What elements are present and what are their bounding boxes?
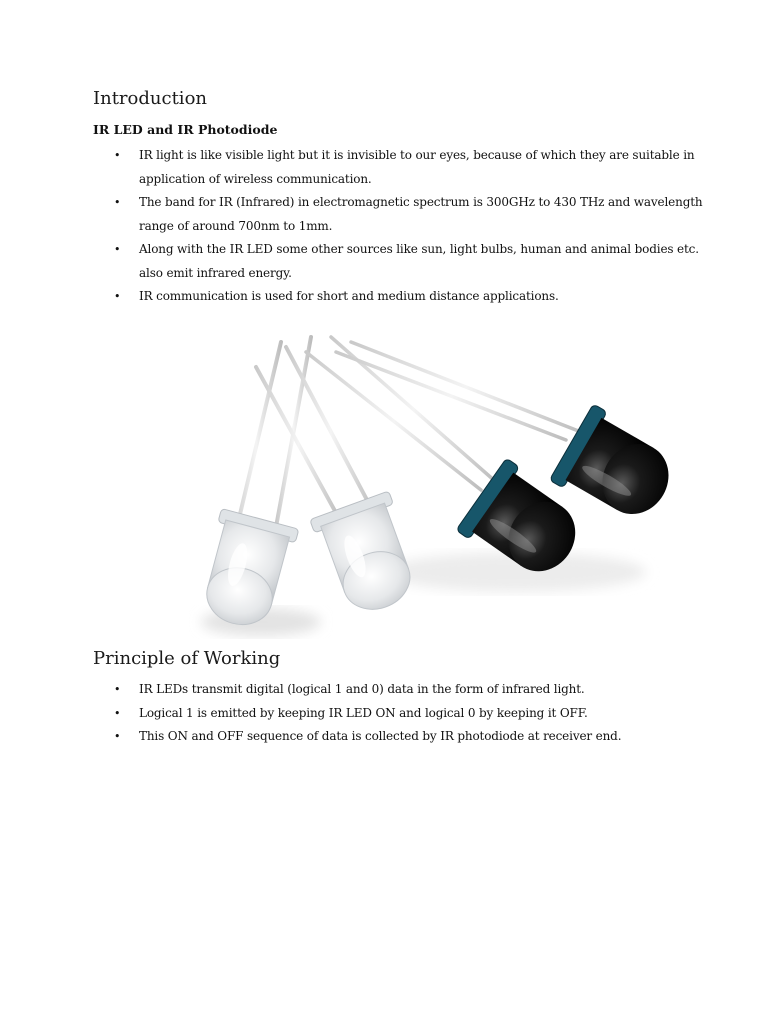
intro-subheading: IR LED and IR Photodiode <box>93 122 278 137</box>
bullet-text: IR communication is used for short and medium distance applications. <box>139 289 559 303</box>
list-item <box>0 725 710 749</box>
intro-heading: Introduction <box>93 88 207 109</box>
bullet-icon: • <box>114 243 121 256</box>
bullet-icon: • <box>114 730 121 743</box>
list-item <box>0 702 710 726</box>
bullet-text: IR LEDs transmit digital (logical 1 and 0) data in the form of infrared light. <box>139 682 585 696</box>
bullet-icon: • <box>114 196 121 209</box>
list-item <box>0 285 710 309</box>
principle-bullet-list <box>0 678 710 749</box>
principle-heading: Principle of Working <box>93 648 281 669</box>
ir-led-photodiode-photo <box>136 322 674 647</box>
bullet-text: Logical 1 is emitted by keeping IR LED ON and logical 0 by keeping it OFF. <box>139 705 588 720</box>
bullet-icon: • <box>114 290 121 303</box>
bullet-icon: • <box>114 149 121 162</box>
clear-ir-led <box>310 491 426 621</box>
list-item <box>0 678 710 702</box>
list-item <box>0 191 710 238</box>
bullet-text: This ON and OFF sequence of data is collected by IR photodiode at receiver end. <box>139 729 622 743</box>
list-item <box>0 144 710 191</box>
bullet-text: IR light is like visible light but it is invisible to our eyes, because of which they are suitable in application of wireless communication. <box>139 148 695 186</box>
intro-bullet-list <box>0 144 710 309</box>
bullet-text: The band for IR (Infrared) in electromagnetic spectrum is 300GHz to 430 THz and wavelength range of around 700nm to 1mm. <box>139 195 703 233</box>
bullet-icon: • <box>114 706 121 720</box>
bullet-icon: • <box>114 683 121 696</box>
ir-components-illustration <box>136 322 674 647</box>
bullet-text: Along with the IR LED some other sources like sun, light bulbs, human and animal bodies etc. also emit infrared energy. <box>139 242 699 280</box>
list-item <box>0 238 710 285</box>
